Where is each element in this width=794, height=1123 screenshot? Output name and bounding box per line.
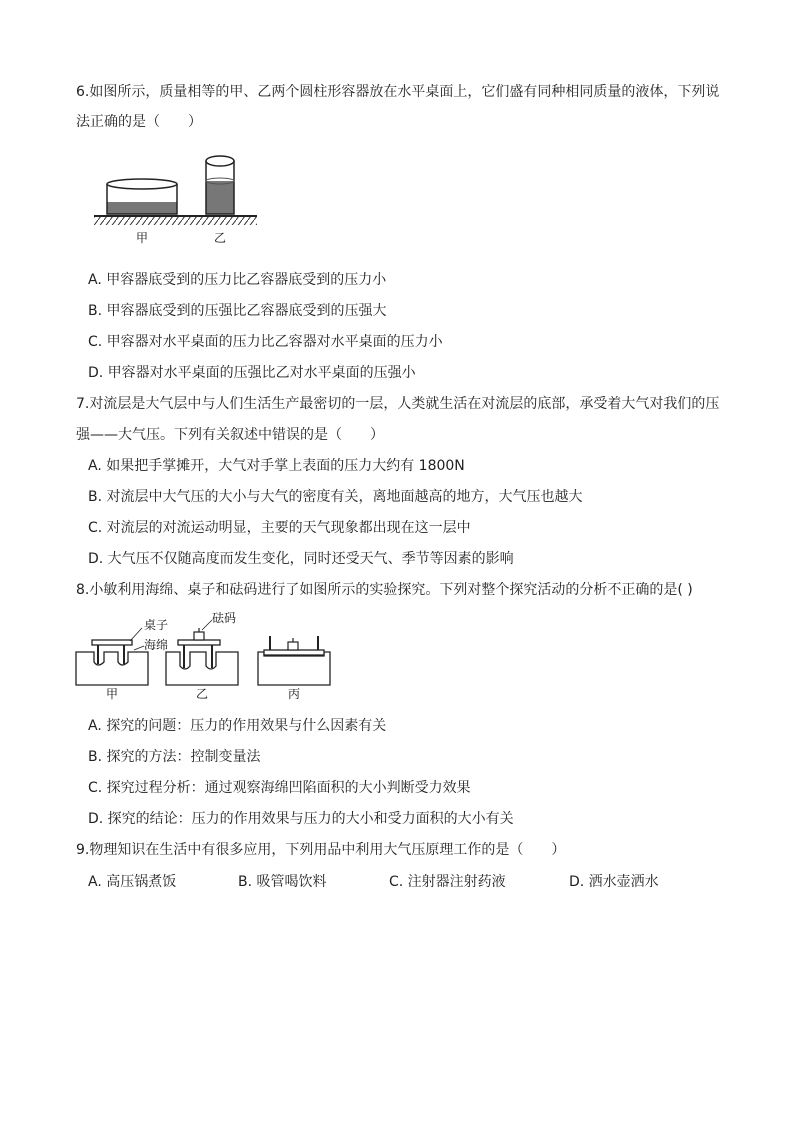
q6-stem-line2: 法正确的是（ ） bbox=[76, 114, 202, 130]
q9-option-d[interactable]: D. 洒水壶洒水 bbox=[569, 874, 659, 890]
q7-option-d[interactable]: D. 大气压不仅随高度而发生变化，同时还受天气、季节等因素的影响 bbox=[88, 551, 514, 567]
q6-option-b[interactable]: B. 甲容器底受到的压强比乙容器底受到的压强大 bbox=[88, 303, 387, 319]
q6-stem-line1: 6.如图所示，质量相等的甲、乙两个圆柱形容器放在水平桌面上，它们盛有同种相同质量的液体，下列说 bbox=[76, 84, 720, 100]
label-bing: 丙 bbox=[288, 687, 301, 701]
container-yi bbox=[206, 156, 234, 214]
label-yi: 乙 bbox=[196, 687, 209, 701]
label-haimian: 海绵 bbox=[144, 638, 169, 652]
q8-stem-line1: 8.小敏利用海绵、桌子和砝码进行了如图所示的实验探究。下列对整个探究活动的分析不正确的是( ) bbox=[76, 582, 693, 598]
panel-bing bbox=[258, 636, 330, 701]
label-yi: 乙 bbox=[214, 231, 227, 245]
q9-option-c[interactable]: C. 注射器注射药液 bbox=[389, 874, 506, 890]
panel-jia bbox=[76, 617, 168, 701]
label-fama: 砝码 bbox=[212, 611, 237, 625]
q6-option-c[interactable]: C. 甲容器对水平桌面的压力比乙容器对水平桌面的压力小 bbox=[88, 334, 443, 350]
q9-option-b[interactable]: B. 吸管喝饮料 bbox=[238, 874, 327, 890]
q8-option-a[interactable]: A. 探究的问题：压力的作用效果与什么因素有关 bbox=[88, 718, 387, 734]
table-hatch bbox=[94, 217, 257, 225]
q8-option-d[interactable]: D. 探究的结论：压力的作用效果与压力的大小和受力面积的大小有关 bbox=[88, 811, 514, 827]
q6-option-a[interactable]: A. 甲容器底受到的压力比乙容器底受到的压力小 bbox=[88, 272, 387, 288]
q9-option-a[interactable]: A. 高压锅煮饭 bbox=[88, 874, 177, 890]
q7-option-c[interactable]: C. 对流层的对流运动明显，主要的天气现象都出现在这一层中 bbox=[88, 520, 471, 536]
q7-stem-line2: 强——大气压。下列有关叙述中错误的是（ ） bbox=[76, 427, 384, 443]
q6-figure bbox=[92, 148, 262, 248]
label-jia: 甲 bbox=[136, 231, 149, 245]
label-jia: 甲 bbox=[106, 687, 119, 701]
q7-option-a[interactable]: A. 如果把手掌摊开，大气对手掌上表面的压力大约有 1800N bbox=[88, 458, 465, 474]
q7-option-b[interactable]: B. 对流层中大气压的大小与大气的密度有关，离地面越高的地方，大气压也越大 bbox=[88, 489, 583, 505]
q9-stem-line1: 9.物理知识在生活中有很多应用，下列用品中利用大气压原理工作的是（ ） bbox=[76, 842, 566, 858]
q8-figure bbox=[74, 610, 334, 702]
q6-option-d[interactable]: D. 甲容器对水平桌面的压强比乙对水平桌面的压强小 bbox=[88, 365, 416, 381]
label-zhuozi: 桌子 bbox=[144, 618, 169, 632]
q8-option-b[interactable]: B. 探究的方法：控制变量法 bbox=[88, 749, 261, 765]
q8-option-c[interactable]: C. 探究过程分析：通过观察海绵凹陷面积的大小判断受力效果 bbox=[88, 780, 471, 796]
q7-stem-line1: 7.对流层是大气层中与人们生活生产最密切的一层，人类就生活在对流层的底部，承受着大气对我们的压 bbox=[76, 396, 720, 412]
panel-yi bbox=[166, 610, 238, 701]
container-jia bbox=[107, 179, 177, 214]
